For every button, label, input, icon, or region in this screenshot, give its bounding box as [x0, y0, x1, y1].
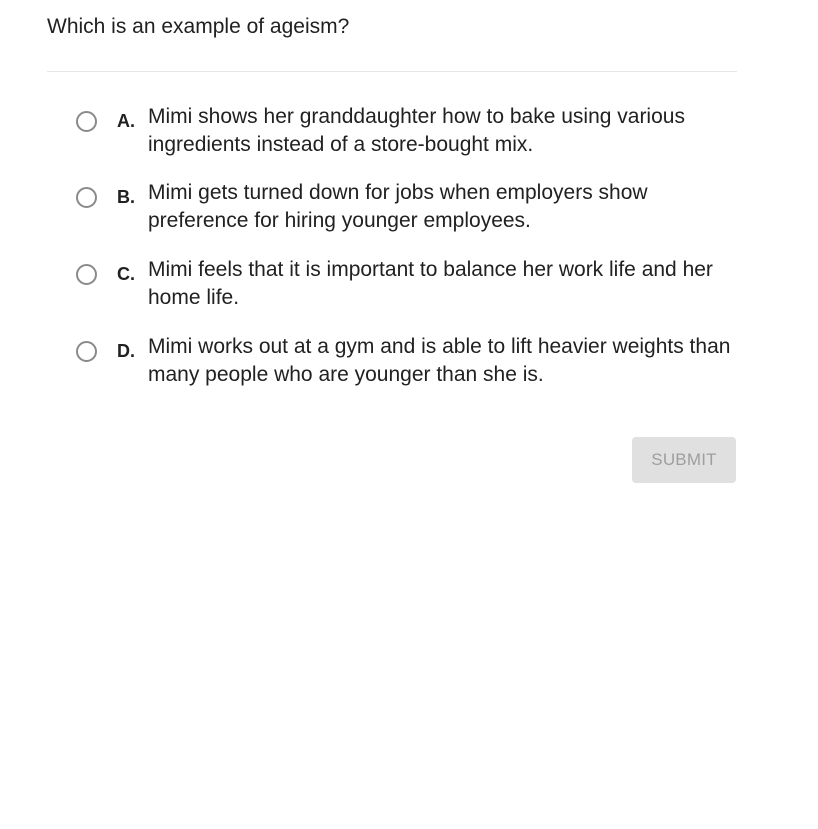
option-letter: C.	[117, 264, 135, 284]
option-b[interactable]	[76, 179, 746, 239]
divider	[47, 71, 737, 72]
option-a[interactable]	[76, 103, 746, 163]
question-text: Which is an example of ageism?	[47, 15, 350, 38]
option-text: Mimi works out at a gym and is able to lift heavier weights than many people who are younger than she is.	[148, 335, 731, 386]
radio-button-icon[interactable]	[76, 111, 97, 132]
option-letter: A.	[117, 111, 135, 131]
option-text: Mimi gets turned down for jobs when employers show preference for hiring younger employees.	[148, 181, 648, 232]
option-text: Mimi shows her granddaughter how to bake using various ingredients instead of a store-bought mix.	[148, 105, 685, 156]
option-c[interactable]	[76, 256, 746, 316]
radio-button-icon[interactable]	[76, 264, 97, 285]
submit-button[interactable]: SUBMIT	[632, 437, 736, 483]
option-letter: D.	[117, 341, 135, 361]
radio-button-icon[interactable]	[76, 341, 97, 362]
option-letter: B.	[117, 187, 135, 207]
radio-button-icon[interactable]	[76, 187, 97, 208]
option-d[interactable]	[76, 333, 746, 393]
option-text: Mimi feels that it is important to balance her work life and her home life.	[148, 258, 713, 309]
